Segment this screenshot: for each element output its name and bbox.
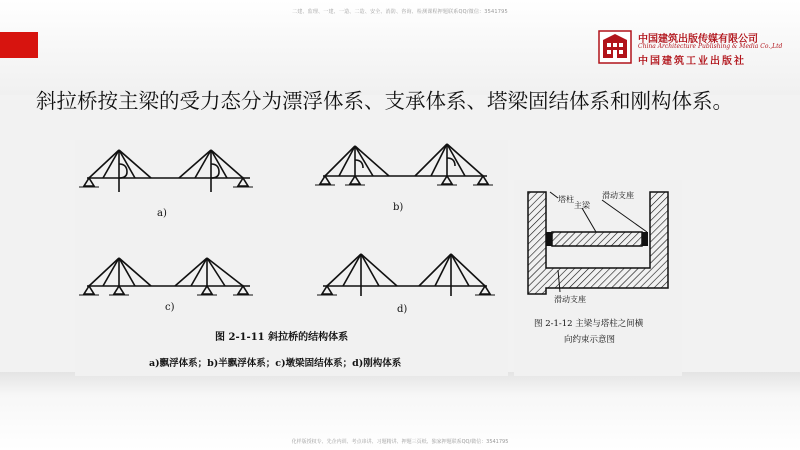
label-bearing-top: 滑动支座 [602, 191, 634, 200]
label-girder: 主梁 [574, 201, 590, 210]
top-note: 二建、监理、一建、一造、二造、安全、消防、咨询、检测课程押题联系QQ/微信：3541795 [292, 9, 508, 15]
label-d: d) [397, 304, 408, 315]
logo-name-en: China Architecture Publishing & Media Co.,Ltd [638, 43, 783, 50]
logo-name-cn: 中国建筑出版传媒有限公司 [638, 34, 758, 45]
label-a: a) [157, 208, 167, 219]
bridge-systems-drawing [75, 140, 508, 376]
figure-left-caption-sub: a)飘浮体系；b)半飘浮体系；c)墩梁固结体系；d)刚构体系 [149, 358, 402, 369]
label-bearing-bottom: 滑动支座 [554, 295, 586, 304]
label-b: b) [393, 202, 404, 213]
figure-right-caption-line2: 向约束示意图 [564, 335, 616, 345]
label-c: c) [165, 302, 175, 313]
girder-tower-figure [514, 180, 682, 376]
slide-heading: 斜拉桥按主梁的受力态分为漂浮体系、支承体系、塔梁固结体系和刚构体系。 [36, 89, 733, 113]
girder-tower-drawing [514, 180, 682, 376]
bridge-systems-figure [75, 140, 508, 376]
accent-bar [0, 32, 38, 58]
figure-left-caption-title: 图 2-1-11 斜拉桥的结构体系 [215, 332, 349, 343]
label-tower: 塔柱 [558, 195, 574, 204]
building-logo-icon [598, 30, 632, 64]
publisher-logo [598, 28, 798, 68]
logo-name-cn2: 中国建筑工业出版社 [638, 56, 746, 67]
bottom-note: 化样版授权专、先企内训、考点串讲、习题精讲、押题三页纸、独家押题联系QQ/微信：3541795 [291, 439, 509, 445]
figure-right-caption-line1: 图 2-1-12 主梁与塔柱之间横 [534, 319, 644, 329]
